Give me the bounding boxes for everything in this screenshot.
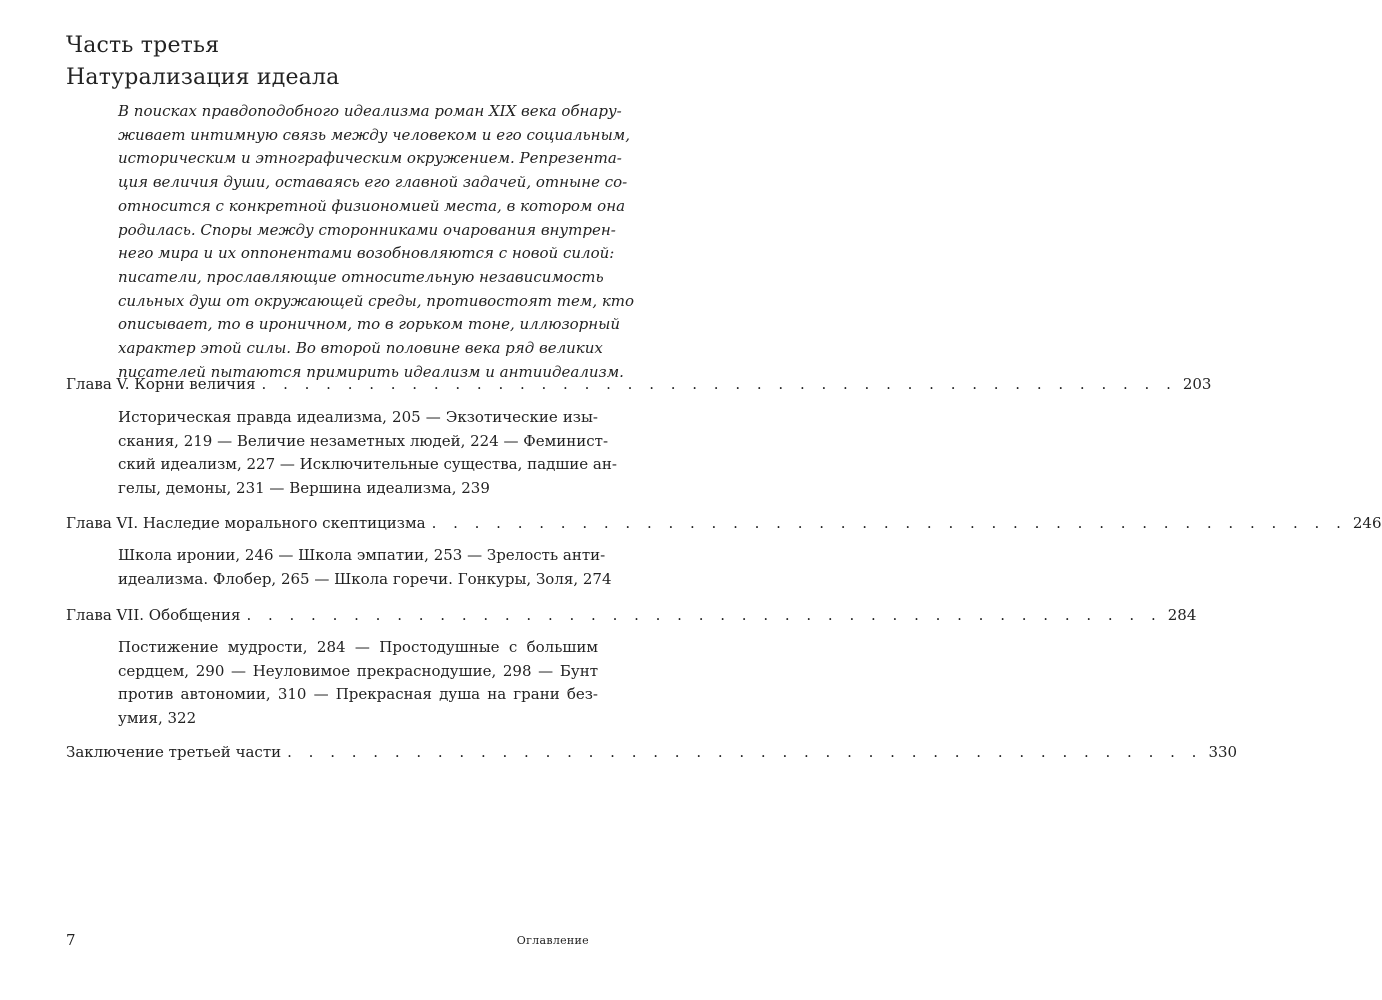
toc-subentry-line: Школа иронии, 246 — Школа эмпатии, 253 — Зрелость анти- xyxy=(118,546,606,564)
abstract-line: него мира и их оппонентами возобновляются с новой силой: xyxy=(118,244,615,263)
toc-dot-leader: . . . . . . . . . . . . . . . . . . . . . . . . . . . . . . . . . . . . . . . . . . . xyxy=(431,514,1347,532)
abstract-line: родилась. Споры между сторонниками очарования внутрен- xyxy=(118,220,616,239)
toc-entry-page: 203 xyxy=(1182,375,1212,393)
toc-entry-conclusion[interactable] xyxy=(66,741,1238,765)
abstract-line: описывает, то в ироничном, то в горьком тоне, иллюзорный xyxy=(118,315,621,334)
toc-subentry-line: Постижение мудрости, 284 — Простодушные с большим xyxy=(118,638,598,656)
toc-entry-page: 246 xyxy=(1352,514,1382,532)
toc-entry-title: Глава VII. Обобщения xyxy=(66,606,241,624)
toc-entry-page: 330 xyxy=(1208,743,1238,761)
toc-dot-leader: . . . . . . . . . . . . . . . . . . . . . . . . . . . . . . . . . . . . . . . . . . . xyxy=(261,375,1177,393)
toc-entry-chapter-7[interactable] xyxy=(66,604,1197,628)
page-number: 7 xyxy=(66,931,76,949)
part-title-line-2: Натурализация идеала xyxy=(66,65,340,90)
part-title xyxy=(66,30,340,94)
abstract-line: живает интимную связь между человеком и его социальным, xyxy=(118,125,630,144)
toc-subentry-line: идеализма. Флобер, 265 — Школа горечи. Гонкуры, Золя, 274 xyxy=(118,569,612,588)
abstract-line: В поисках правдоподобного идеализма роман XIX века обнару- xyxy=(118,102,622,120)
toc-entry-title: Глава V. Корни величия xyxy=(66,375,256,393)
toc-subentry-line: Историческая правда идеализма, 205 — Экзотические изы- xyxy=(118,408,598,426)
toc-dot-leader: . . . . . . . . . . . . . . . . . . . . . . . . . . . . . . . . . . . . . . . . . . . xyxy=(287,743,1203,761)
toc-entry-chapter-6[interactable] xyxy=(66,512,1382,536)
abstract-line: ция величия души, оставаясь его главной задачей, отныне со- xyxy=(118,173,628,192)
toc-subentry-line: против автономии, 310 — Прекрасная душа на грани без- xyxy=(118,685,598,704)
abstract-line: писателей пытаются примирить идеализм и антиидеализм. xyxy=(118,362,624,381)
abstract-line: сильных душ от окружающей среды, противостоят тем, кто xyxy=(118,291,635,310)
toc-entry-title: Глава VI. Наследие морального скептицизма xyxy=(66,514,426,532)
abstract-line: историческим и этнографическим окружением. Репрезента- xyxy=(118,149,622,168)
part-title-line-1: Часть третья xyxy=(66,33,220,58)
toc-subentry-line: гелы, демоны, 231 — Вершина идеализма, 239 xyxy=(118,479,490,498)
toc-entry-page: 284 xyxy=(1167,606,1197,624)
toc-dot-leader: . . . . . . . . . . . . . . . . . . . . . . . . . . . . . . . . . . . . . . . . . . . xyxy=(246,606,1162,624)
part-abstract xyxy=(118,100,635,384)
toc-subentry-line: сердцем, 290 — Неуловимое прекраснодушие, 298 — Бунт xyxy=(118,661,598,680)
abstract-line: писатели, прославляющие относительную независимость xyxy=(118,267,604,286)
toc-entry-title: Заключение третьей части xyxy=(66,743,282,761)
toc-subentries-chapter-7 xyxy=(118,636,598,731)
toc-subentry-line: умия, 322 xyxy=(118,709,197,728)
toc-subentries-chapter-6 xyxy=(118,544,612,591)
toc-subentry-line: скания, 219 — Величие незаметных людей, 224 — Феминист- xyxy=(118,431,609,450)
toc-subentries-chapter-5 xyxy=(118,406,617,501)
toc-subentry-line: ский идеализм, 227 — Исключительные существа, падшие ан- xyxy=(118,455,617,474)
abstract-line: относится с конкретной физиономией места, в котором она xyxy=(118,196,626,215)
abstract-line: характер этой силы. Во второй половине века ряд великих xyxy=(118,339,603,358)
running-footer-label: Оглавление xyxy=(516,934,589,947)
toc-entry-chapter-5[interactable] xyxy=(66,373,1212,397)
